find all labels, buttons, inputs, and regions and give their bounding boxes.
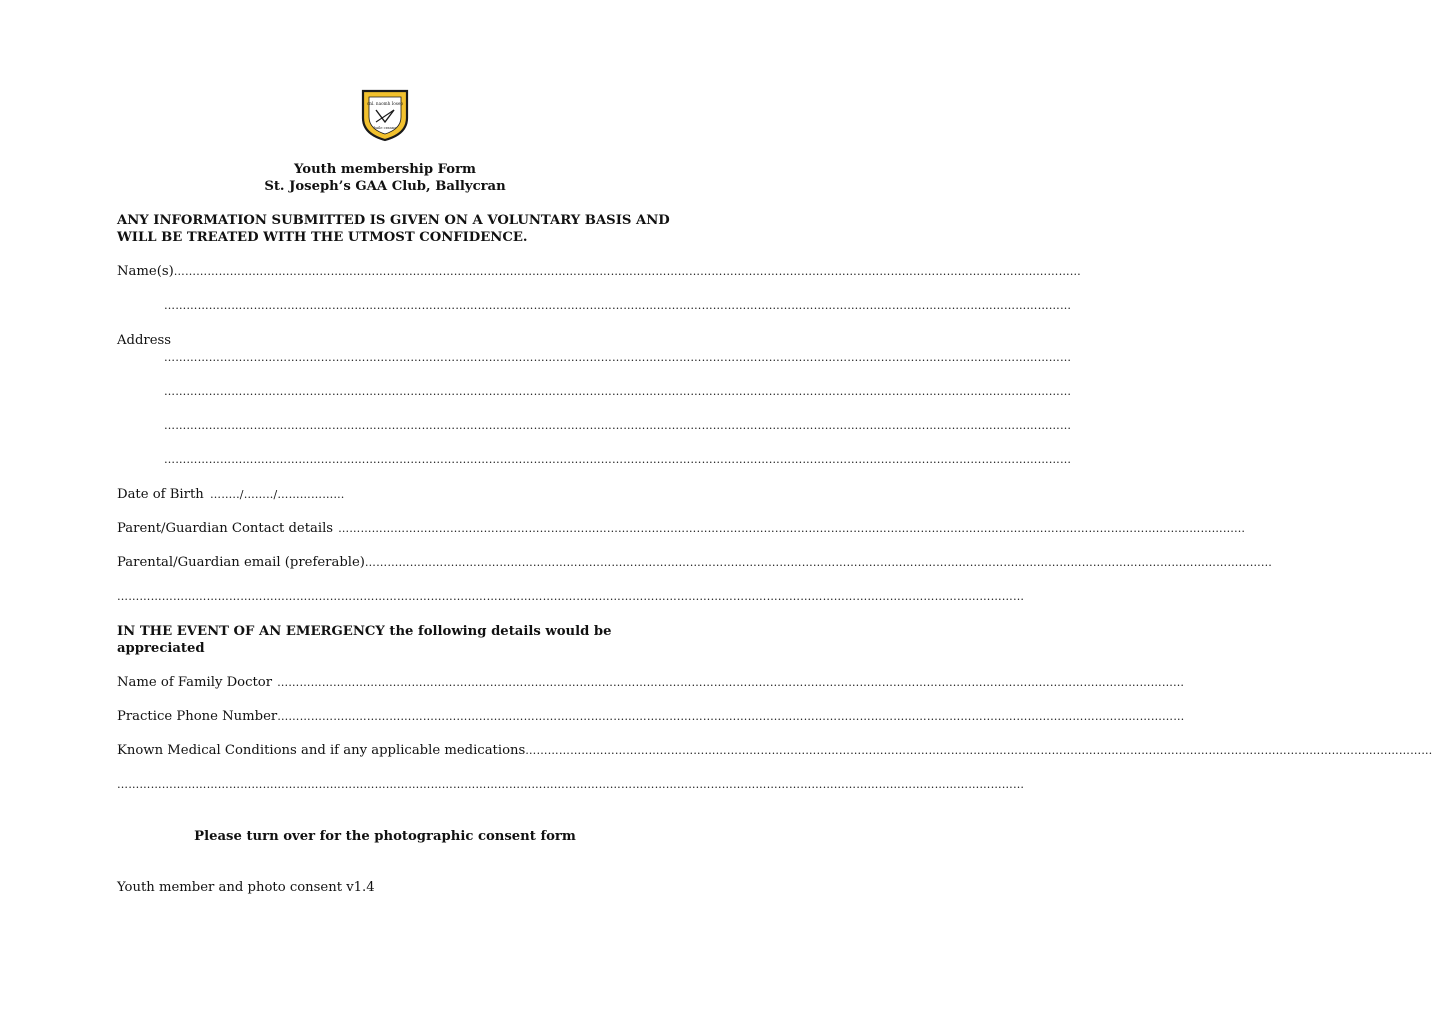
family-doctor-dotline[interactable]: ………………………………………………………………………………………………………………………………………………………………………………………………………………………	[277, 676, 1185, 689]
turn-over-note: Please turn over for the photographic consent form	[194, 829, 576, 844]
emergency-heading-rest: the following details would be	[384, 624, 612, 639]
notice-line-2: WILL BE TREATED WITH THE UTMOST CONFIDENCE.	[117, 230, 528, 245]
address-dotline-3[interactable]: ………………………………………………………………………………………………………………………………………………………………………………………………………………………	[164, 419, 1072, 432]
address-dotline-2[interactable]: ………………………………………………………………………………………………………………………………………………………………………………………………………………………	[164, 385, 1072, 398]
parent-contact-label: Parent/Guardian Contact details	[117, 521, 334, 536]
medical-conditions-dotline-2[interactable]: ………………………………………………………………………………………………………………………………………………………………………………………………………………………	[117, 778, 1025, 791]
emergency-heading-bold: IN THE EVENT OF AN EMERGENCY	[117, 624, 385, 639]
emergency-heading	[117, 623, 637, 657]
address-label: Address	[117, 333, 172, 348]
parent-contact-dotline[interactable]: ………………………………………………………………………………………………………………………………………………………………………………………………………………………	[338, 522, 1246, 535]
dob-label: Date of Birth	[117, 487, 204, 502]
crest-top-text: cnl. naomh Iosep	[366, 101, 404, 106]
club-crest-logo	[360, 88, 410, 142]
medical-conditions-field[interactable]	[117, 742, 1432, 759]
names-field[interactable]	[117, 263, 1081, 280]
club-name: St. Joseph’s GAA Club, Ballycran	[264, 179, 506, 194]
practice-phone-dotline[interactable]: ………………………………………………………………………………………………………………………………………………………………………………………………………………………	[277, 710, 1185, 723]
address-dotline-1[interactable]: ………………………………………………………………………………………………………………………………………………………………………………………………………………………	[164, 351, 1072, 364]
family-doctor-label: Name of Family Doctor	[117, 675, 273, 690]
address-dotline-4[interactable]: ………………………………………………………………………………………………………………………………………………………………………………………………………………………	[164, 453, 1072, 466]
practice-phone-field[interactable]	[117, 708, 1185, 725]
emergency-heading-line2: appreciated	[117, 641, 205, 656]
medical-conditions-dotline[interactable]: ………………………………………………………………………………………………………………………………………………………………………………………………………………………	[525, 744, 1432, 757]
form-title: Youth membership Form	[294, 162, 476, 177]
parent-email-dotline-2[interactable]: ………………………………………………………………………………………………………………………………………………………………………………………………………………………	[117, 590, 1025, 603]
notice-line-1: ANY INFORMATION SUBMITTED IS GIVEN ON A VOLUNTARY BASIS AND	[117, 213, 670, 228]
medical-conditions-label: Known Medical Conditions and if any applicable medications	[117, 743, 526, 758]
practice-phone-label: Practice Phone Number	[117, 709, 278, 724]
dob-field[interactable]: ……../……../………………	[210, 488, 345, 501]
names-dotline[interactable]: ………………………………………………………………………………………………………………………………………………………………………………………………………………………	[173, 265, 1081, 278]
version-label: Youth member and photo consent v1.4	[117, 880, 375, 895]
names-dotline-2[interactable]: ………………………………………………………………………………………………………………………………………………………………………………………………………………………	[164, 299, 1072, 312]
family-doctor-field[interactable]	[117, 674, 1185, 691]
parent-email-field[interactable]	[117, 554, 1273, 571]
parent-contact-field[interactable]	[117, 520, 1246, 537]
parent-email-label: Parental/Guardian email (preferable)	[117, 555, 365, 570]
names-label: Name(s)	[117, 264, 174, 279]
crest-bottom-text: baile cranna	[373, 126, 397, 130]
parent-email-dotline[interactable]: ………………………………………………………………………………………………………………………………………………………………………………………………………………………	[364, 556, 1273, 569]
